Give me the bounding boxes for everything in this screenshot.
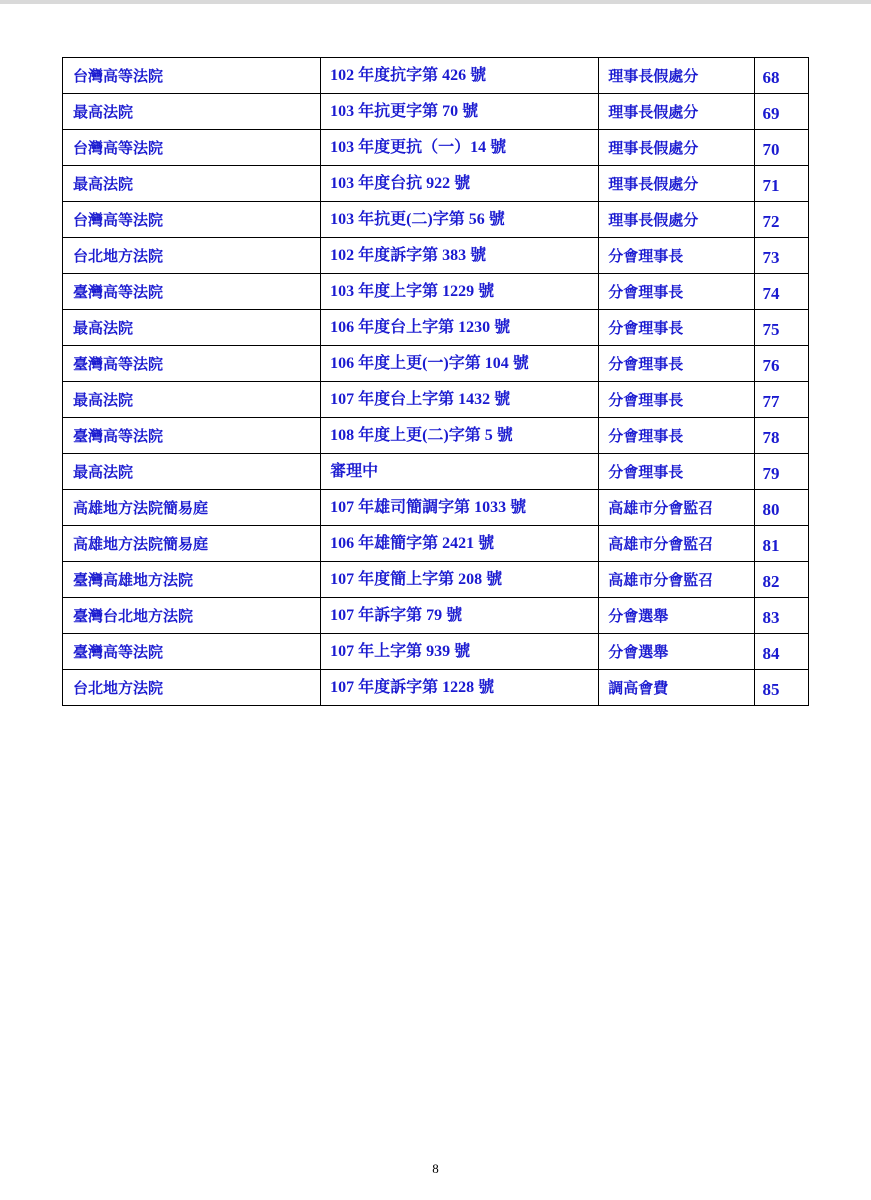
court-cell: 高雄地方法院簡易庭 <box>63 490 321 526</box>
court-cell: 最高法院 <box>63 454 321 490</box>
item-number-cell: 82 <box>754 562 808 598</box>
court-cell: 最高法院 <box>63 310 321 346</box>
subject-cell: 分會理事長 <box>599 238 754 274</box>
subject-cell: 分會理事長 <box>599 418 754 454</box>
court-cell: 臺灣台北地方法院 <box>63 598 321 634</box>
item-number-cell: 77 <box>754 382 808 418</box>
table-row <box>63 562 809 598</box>
case-number-cell: 102 年度抗字第 426 號 <box>321 58 599 94</box>
subject-cell: 理事長假處分 <box>599 202 754 238</box>
case-number-cell: 106 年度上更(一)字第 104 號 <box>321 346 599 382</box>
subject-cell: 分會理事長 <box>599 310 754 346</box>
table-row <box>63 382 809 418</box>
subject-cell: 理事長假處分 <box>599 94 754 130</box>
table-row <box>63 598 809 634</box>
item-number-cell: 81 <box>754 526 808 562</box>
item-number-cell: 76 <box>754 346 808 382</box>
subject-cell: 分會理事長 <box>599 346 754 382</box>
table-row <box>63 526 809 562</box>
case-number-cell: 107 年度簡上字第 208 號 <box>321 562 599 598</box>
table-row <box>63 490 809 526</box>
item-number-cell: 80 <box>754 490 808 526</box>
table-row <box>63 454 809 490</box>
court-cell: 台灣高等法院 <box>63 202 321 238</box>
table-row <box>63 670 809 706</box>
item-number-cell: 83 <box>754 598 808 634</box>
subject-cell: 高雄市分會監召 <box>599 562 754 598</box>
item-number-cell: 79 <box>754 454 808 490</box>
subject-cell: 理事長假處分 <box>599 130 754 166</box>
subject-cell: 分會選舉 <box>599 634 754 670</box>
item-number-cell: 78 <box>754 418 808 454</box>
court-cell: 台灣高等法院 <box>63 58 321 94</box>
table-row <box>63 202 809 238</box>
case-number-cell: 107 年度台上字第 1432 號 <box>321 382 599 418</box>
subject-cell: 調高會費 <box>599 670 754 706</box>
case-table-container <box>62 57 809 706</box>
subject-cell: 分會理事長 <box>599 274 754 310</box>
top-edge <box>0 0 871 4</box>
subject-cell: 高雄市分會監召 <box>599 526 754 562</box>
table-row <box>63 274 809 310</box>
subject-cell: 分會理事長 <box>599 382 754 418</box>
court-cell: 臺灣高等法院 <box>63 274 321 310</box>
court-cell: 高雄地方法院簡易庭 <box>63 526 321 562</box>
court-cell: 最高法院 <box>63 166 321 202</box>
item-number-cell: 71 <box>754 166 808 202</box>
subject-cell: 分會理事長 <box>599 454 754 490</box>
item-number-cell: 84 <box>754 634 808 670</box>
table-row <box>63 166 809 202</box>
court-cell: 臺灣高等法院 <box>63 634 321 670</box>
court-cell: 臺灣高等法院 <box>63 346 321 382</box>
case-number-cell: 103 年度更抗（一）14 號 <box>321 130 599 166</box>
case-number-cell: 103 年度上字第 1229 號 <box>321 274 599 310</box>
court-cell: 最高法院 <box>63 94 321 130</box>
item-number-cell: 74 <box>754 274 808 310</box>
case-number-cell: 102 年度訴字第 383 號 <box>321 238 599 274</box>
case-number-cell: 107 年訴字第 79 號 <box>321 598 599 634</box>
item-number-cell: 70 <box>754 130 808 166</box>
table-row <box>63 634 809 670</box>
subject-cell: 分會選舉 <box>599 598 754 634</box>
court-cell: 台灣高等法院 <box>63 130 321 166</box>
subject-cell: 高雄市分會監召 <box>599 490 754 526</box>
court-cell: 臺灣高雄地方法院 <box>63 562 321 598</box>
court-cell: 台北地方法院 <box>63 238 321 274</box>
case-number-cell: 107 年上字第 939 號 <box>321 634 599 670</box>
court-cell: 最高法院 <box>63 382 321 418</box>
table-row <box>63 130 809 166</box>
case-number-cell: 審理中 <box>321 454 599 490</box>
case-number-cell: 107 年雄司簡調字第 1033 號 <box>321 490 599 526</box>
table-row <box>63 418 809 454</box>
table-row <box>63 58 809 94</box>
subject-cell: 理事長假處分 <box>599 166 754 202</box>
case-number-cell: 103 年抗更字第 70 號 <box>321 94 599 130</box>
item-number-cell: 68 <box>754 58 808 94</box>
case-number-cell: 103 年度台抗 922 號 <box>321 166 599 202</box>
item-number-cell: 69 <box>754 94 808 130</box>
table-row <box>63 238 809 274</box>
court-cell: 臺灣高等法院 <box>63 418 321 454</box>
case-number-cell: 106 年雄簡字第 2421 號 <box>321 526 599 562</box>
table-row <box>63 346 809 382</box>
page-number: 8 <box>432 1161 439 1176</box>
table-row <box>63 94 809 130</box>
case-number-cell: 108 年度上更(二)字第 5 號 <box>321 418 599 454</box>
case-number-cell: 106 年度台上字第 1230 號 <box>321 310 599 346</box>
subject-cell: 理事長假處分 <box>599 58 754 94</box>
item-number-cell: 72 <box>754 202 808 238</box>
case-number-cell: 103 年抗更(二)字第 56 號 <box>321 202 599 238</box>
case-table-body <box>63 58 809 706</box>
item-number-cell: 73 <box>754 238 808 274</box>
case-number-cell: 107 年度訴字第 1228 號 <box>321 670 599 706</box>
case-table <box>62 57 809 706</box>
court-cell: 台北地方法院 <box>63 670 321 706</box>
item-number-cell: 85 <box>754 670 808 706</box>
item-number-cell: 75 <box>754 310 808 346</box>
table-row <box>63 310 809 346</box>
